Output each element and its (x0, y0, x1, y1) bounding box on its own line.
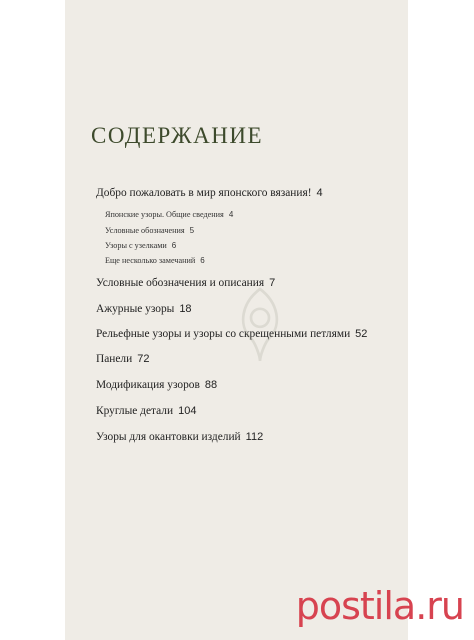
toc-item (96, 303, 192, 315)
toc-subitem-page: 5 (189, 226, 195, 235)
toc-item-page: 72 (137, 353, 150, 365)
toc-subitem (105, 256, 205, 265)
toc-item-page: 7 (269, 277, 276, 289)
watermark-ornament-icon (215, 280, 305, 370)
toc-subitem-page: 6 (200, 256, 205, 265)
toc-item-label: Модификация узоров (96, 379, 200, 391)
toc-item-page: 18 (179, 303, 192, 315)
toc-item-label: Добро пожаловать в мир японского вязания! (96, 187, 312, 199)
toc-item-label: Узоры для окантовки изделий (96, 431, 241, 443)
toc-item-label: Ажурные узоры (96, 303, 175, 315)
toc-item (96, 405, 196, 417)
toc-subitem-page: 6 (171, 241, 177, 250)
toc-subitem-page: 4 (228, 210, 234, 219)
toc-subitem-label: Условные обозначения (105, 226, 185, 235)
page-title: СОДЕРЖАНИЕ (91, 123, 264, 148)
toc-item-label: Условные обозначения и описания (96, 277, 265, 289)
toc-item-label: Панели (96, 353, 133, 365)
toc-item (96, 353, 149, 365)
toc-subitem (105, 241, 176, 250)
toc-item-page: 104 (178, 405, 197, 417)
postila-watermark-logo: postila.ru (295, 584, 464, 628)
toc-subitem (105, 226, 194, 235)
toc-subitem-label: Японские узоры. Общие сведения (105, 210, 224, 219)
book-page (65, 0, 408, 640)
toc-item-label: Рельефные узоры и узоры со скрещенными петлями (96, 328, 351, 340)
toc-subitem (105, 210, 233, 219)
toc-subitem-label: Узоры с узелками (105, 241, 167, 250)
toc-item-page: 52 (355, 328, 368, 340)
toc-item (96, 431, 263, 443)
toc-item (96, 187, 323, 199)
toc-item-label: Круглые детали (96, 405, 174, 417)
toc-item-page: 4 (316, 187, 323, 199)
toc-item-page: 88 (204, 379, 218, 391)
toc-item (96, 379, 217, 391)
toc-subitem-label: Еще несколько замечаний (105, 256, 196, 265)
toc-item-page: 112 (245, 431, 264, 443)
